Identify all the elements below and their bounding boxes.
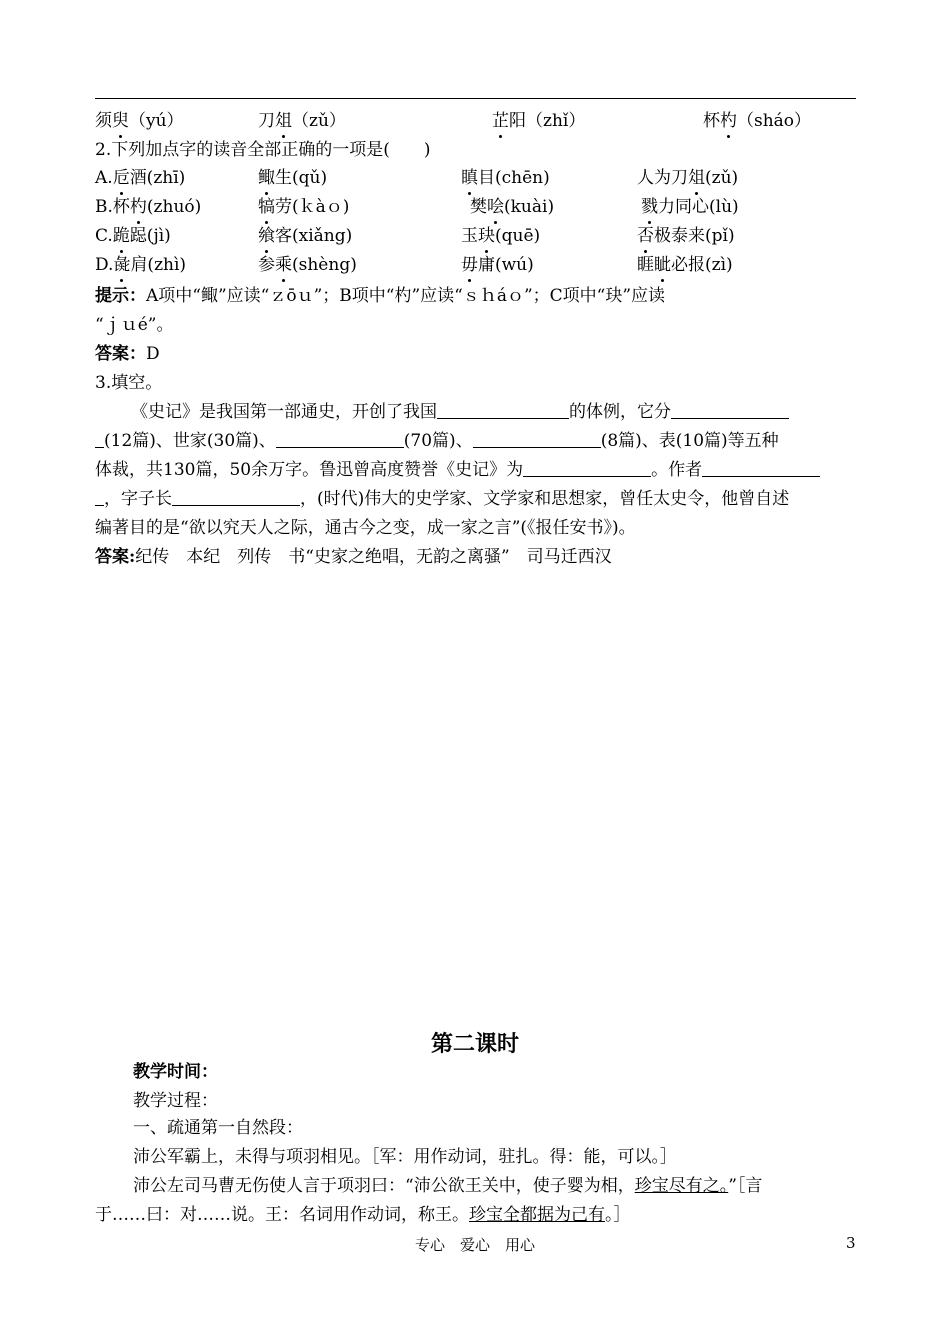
answer-line-3: 答案:纪传 本纪 列传 书“史家之绝唱，无韵之离骚” 司马迁西汉 bbox=[95, 547, 612, 567]
answer-label: 答案： bbox=[95, 344, 146, 364]
option-a-3: 瞋目(chēn) bbox=[461, 168, 550, 188]
answer-line: 答案：D bbox=[95, 344, 160, 364]
page-number: 3 bbox=[846, 1234, 856, 1252]
option-a-1: A.卮酒(zhī) bbox=[95, 168, 186, 188]
option-b-2: 犒劳(ｋàｏ) bbox=[258, 197, 350, 217]
option-d-4: 睚眦必报(zì) bbox=[637, 255, 733, 275]
option-b-1: B.杯杓(zhuó) bbox=[95, 197, 202, 217]
vocab-item: 刀俎（zǔ） bbox=[258, 111, 346, 131]
option-c-2: 飨客(xiǎng) bbox=[258, 226, 353, 246]
fill-line-5: 编著目的是“欲以究天人之际，通古今之变，成一家之言”(《报任安书》)。 bbox=[95, 518, 636, 538]
blank bbox=[523, 460, 651, 477]
blank bbox=[95, 489, 104, 506]
header-rule bbox=[95, 98, 856, 99]
blank bbox=[172, 489, 300, 506]
option-b-3: 樊哙(kuài) bbox=[470, 197, 555, 217]
option-c-1: C.跪跽(jì) bbox=[95, 226, 171, 246]
fill-line-4: ，字子长 ，(时代)伟大的史学家、文学家和思想家，曾任太史令，他曾自述 bbox=[95, 488, 789, 510]
option-c-4: 否极泰来(pǐ) bbox=[637, 226, 735, 246]
question-3-stem: 3.填空。 bbox=[95, 373, 163, 393]
paragraph-2: 沛公左司马曹无伤使人言于项羽曰：“沛公欲王关中，使子婴为相，珍宝尽有之。”［言 bbox=[133, 1176, 763, 1196]
hint-label: 提示： bbox=[95, 286, 146, 306]
blank bbox=[437, 402, 569, 419]
hint-line: 提示：A项中“鲰”应读“ｚōｕ”；B项中“杓”应读“ｓｈáｏ”；C项中“玦”应读 bbox=[95, 286, 666, 306]
section-title: 第二课时 bbox=[430, 1032, 519, 1057]
page-footer: 专心 爱心 用心 bbox=[414, 1236, 535, 1254]
fill-line-1: 《史记》是我国第一部通史，开创了我国 的体例，它分 bbox=[131, 401, 789, 423]
blank bbox=[671, 402, 789, 419]
paragraph-1: 沛公军霸上，未得与项羽相见。［军：用作动词，驻扎。得：能，可以。］ bbox=[133, 1147, 677, 1167]
blank bbox=[95, 431, 104, 448]
option-d-1: D.彘肩(zhì) bbox=[95, 255, 187, 275]
vocab-item: 须臾（yú） bbox=[95, 111, 184, 131]
option-d-2: 参乘(shèng) bbox=[258, 255, 357, 275]
section-heading: 一、疏通第一自然段： bbox=[133, 1118, 303, 1138]
blank bbox=[276, 431, 404, 448]
teaching-time-label: 教学时间： bbox=[133, 1062, 218, 1082]
hint-line-2: “ｊｕé”。 bbox=[95, 315, 174, 335]
option-b-4: 戮力同心(lù) bbox=[641, 197, 739, 217]
option-a-4: 人为刀俎(zǔ) bbox=[637, 168, 739, 188]
blank bbox=[473, 431, 601, 448]
question-2-stem: 2.下列加点字的读音全部正确的一项是( ) bbox=[95, 140, 431, 160]
vocab-item: 芷阳（zhǐ） bbox=[492, 111, 586, 131]
option-c-3: 玉玦(quē) bbox=[461, 226, 541, 246]
blank bbox=[702, 460, 820, 477]
option-d-3: 毋庸(wú) bbox=[461, 255, 534, 275]
answer-label: 答案: bbox=[95, 547, 136, 567]
option-a-2: 鲰生(qǔ) bbox=[258, 168, 328, 188]
fill-line-2: (12篇)、世家(30篇)、 (70篇)、 (8篇)、表(10篇)等五种 bbox=[95, 430, 779, 452]
paragraph-2-cont: 于……曰：对……说。王：名词用作动词，称王。珍宝全都据为己有。］ bbox=[95, 1205, 631, 1225]
teaching-process-label: 教学过程： bbox=[133, 1091, 218, 1111]
fill-line-3: 体裁，共130篇，50余万字。鲁迅曾高度赞誉《史记》为 。作者 bbox=[95, 459, 820, 481]
vocab-item: 杯杓（sháo） bbox=[703, 111, 812, 131]
